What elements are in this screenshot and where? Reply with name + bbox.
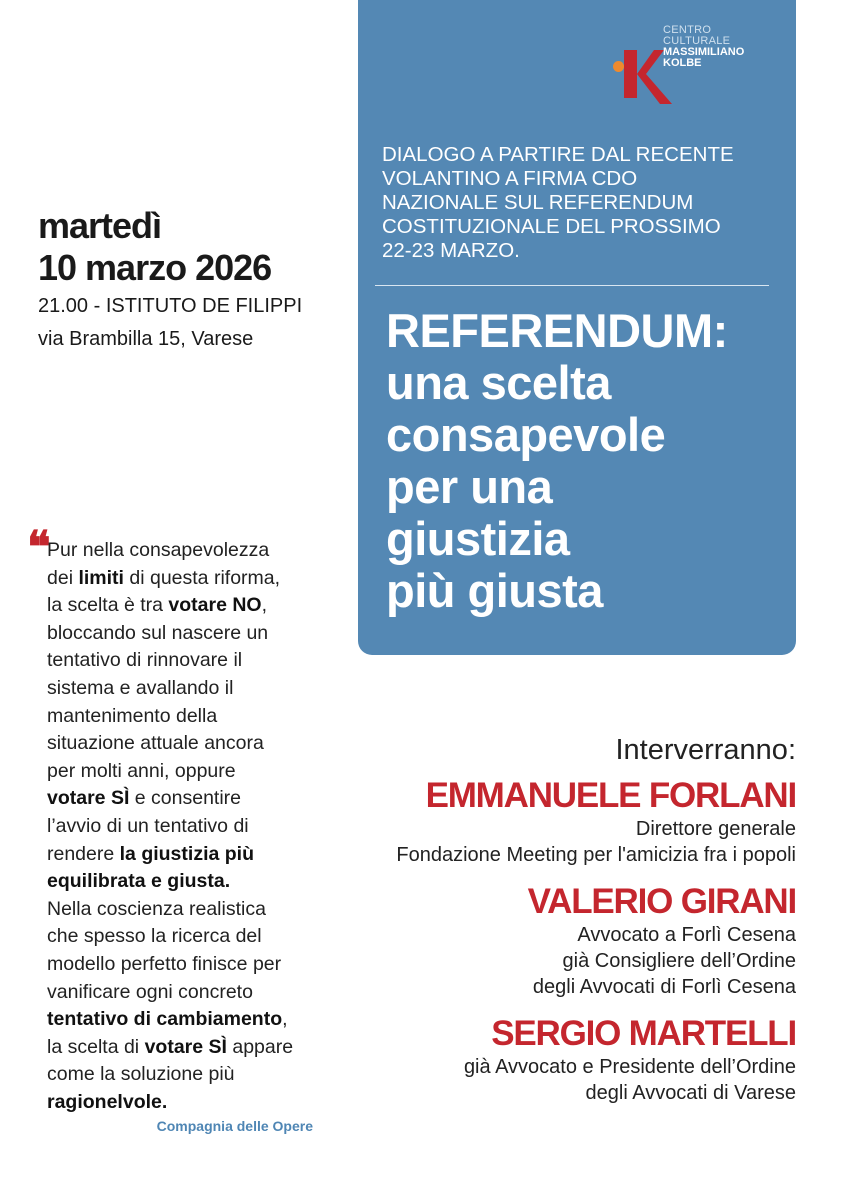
event-title: [386, 305, 728, 617]
quote-line: [47, 703, 293, 731]
speaker-name: EMMANUELE FORLANI: [425, 776, 796, 815]
speaker-name: SERGIO MARTELLI: [491, 1014, 796, 1053]
quote-segment: situazione attuale ancora: [47, 732, 264, 755]
quote-emphasis: votare NO: [168, 594, 262, 617]
quote-mark-icon: ❝: [27, 522, 51, 573]
speaker-role: Direttore generale: [635, 818, 796, 840]
quote-line: [47, 647, 293, 675]
quote-segment: mantenimento della: [47, 704, 218, 727]
quote-segment: ,: [282, 1008, 288, 1031]
quote-line: [47, 675, 293, 703]
title-line: consapevole: [386, 408, 666, 461]
quote-line: [47, 537, 293, 565]
title-line: giustizia: [386, 512, 570, 565]
quote-segment: vanificare ogni concreto: [47, 980, 253, 1003]
speakers-heading: Interverranno:: [615, 734, 796, 766]
dialog-line: NAZIONALE SUL REFERENDUM: [382, 191, 694, 214]
quote-line: [47, 896, 293, 924]
quote-segment: per molti anni, oppure: [47, 759, 236, 782]
dialog-line: COSTITUZIONALE DEL PROSSIMO: [382, 215, 721, 238]
event-info: [38, 290, 302, 356]
quote-segment: di questa riforma,: [123, 566, 281, 589]
quote-line: [47, 1006, 293, 1034]
quote-line: [47, 620, 293, 648]
quote-emphasis: equilibrata e giusta.: [47, 870, 231, 893]
speaker-role: Avvocato a Forlì Cesena: [577, 924, 796, 946]
quote-segment: Nella coscienza realistica: [47, 897, 266, 920]
quote-line: [47, 1061, 293, 1089]
dialog-line: 22-23 MARZO.: [382, 239, 520, 262]
speaker-role: già Avvocato e Presidente dell’Ordine: [463, 1056, 796, 1078]
logo-dot-icon: [613, 61, 624, 72]
title-line: più giusta: [386, 564, 603, 617]
speaker-role: degli Avvocati di Varese: [585, 1082, 796, 1104]
event-address: via Brambilla 15, Varese: [38, 328, 254, 350]
quote-line: [47, 565, 293, 593]
quote-segment: sistema e avallando il: [47, 676, 234, 699]
quote-emphasis: limiti: [78, 566, 124, 589]
quote-line: [47, 592, 293, 620]
quote-segment: che spesso la ricerca del: [47, 925, 262, 948]
quote-line: [47, 841, 293, 869]
quote-emphasis: tentativo di cambiamento: [47, 1008, 283, 1031]
logo-line: KOLBE: [663, 57, 702, 69]
quote-emphasis: votare SÌ: [144, 1035, 227, 1058]
speaker-name: VALERIO GIRANI: [527, 882, 796, 921]
quote-line: [47, 868, 293, 896]
speaker-role: Fondazione Meeting per l'amicizia fra i popoli: [396, 844, 796, 866]
quote-segment: e consentire: [129, 787, 242, 810]
quote-segment: la scelta è tra: [47, 594, 169, 617]
speaker: [296, 1014, 796, 1106]
speaker: [296, 882, 796, 1000]
speaker-role: degli Avvocati di Forlì Cesena: [532, 976, 796, 998]
quote-text: [47, 537, 293, 1116]
quote-segment: rendere: [47, 842, 120, 865]
title-line: REFERENDUM:: [386, 304, 728, 357]
speaker-role: già Consigliere dell’Ordine: [562, 950, 796, 972]
quote-segment: Pur nella consapevolezza: [47, 539, 270, 561]
quote-segment: bloccando sul nascere un: [47, 621, 269, 644]
event-day: martedì: [38, 205, 162, 246]
quote-segment: la scelta di: [47, 1035, 145, 1058]
quote-segment: ,: [261, 594, 268, 617]
dialog-intro: [382, 143, 782, 263]
quote-line: [47, 730, 293, 758]
quote-signature: Compagnia delle Opere: [156, 1118, 313, 1134]
title-line: per una: [386, 460, 553, 513]
quote-line: [47, 1089, 293, 1117]
divider: [375, 285, 769, 286]
centro-culturale-logo: [610, 20, 780, 105]
quote-emphasis: la giustizia più: [119, 842, 254, 865]
quote-segment: l’avvio di un tentativo di: [47, 814, 249, 837]
quote-emphasis: ragionelvole.: [47, 1090, 168, 1113]
quote-segment: appare: [226, 1035, 294, 1058]
event-date: [38, 205, 271, 289]
quote-line: [47, 758, 293, 786]
event-date-text: 10 marzo 2026: [38, 247, 272, 288]
dialog-line: VOLANTINO A FIRMA CDO: [382, 167, 638, 190]
quote-line: [47, 923, 293, 951]
logo-line: MASSIMILIANO: [663, 46, 745, 58]
speakers-section: [296, 730, 796, 1120]
speaker: [296, 776, 796, 868]
logo-line: CENTRO: [663, 24, 712, 36]
quote-line: [47, 1034, 293, 1062]
quote-line: [47, 979, 293, 1007]
quote-segment: tentativo di rinnovare il: [47, 649, 243, 672]
logo-line: CULTURALE: [663, 35, 731, 47]
quote-segment: come la soluzione più: [47, 1063, 235, 1086]
event-time-place: 21.00 - ISTITUTO DE FILIPPI: [38, 295, 303, 317]
quote-segment: dei: [47, 566, 79, 589]
quote-line: [47, 951, 293, 979]
quote-segment: modello perfetto finisce per: [47, 952, 282, 975]
title-line: una scelta: [386, 356, 611, 409]
dialog-line: DIALOGO A PARTIRE DAL RECENTE: [382, 143, 734, 166]
quote-line: [47, 785, 293, 813]
quote-line: [47, 813, 293, 841]
quote-emphasis: votare SÌ: [47, 787, 130, 810]
